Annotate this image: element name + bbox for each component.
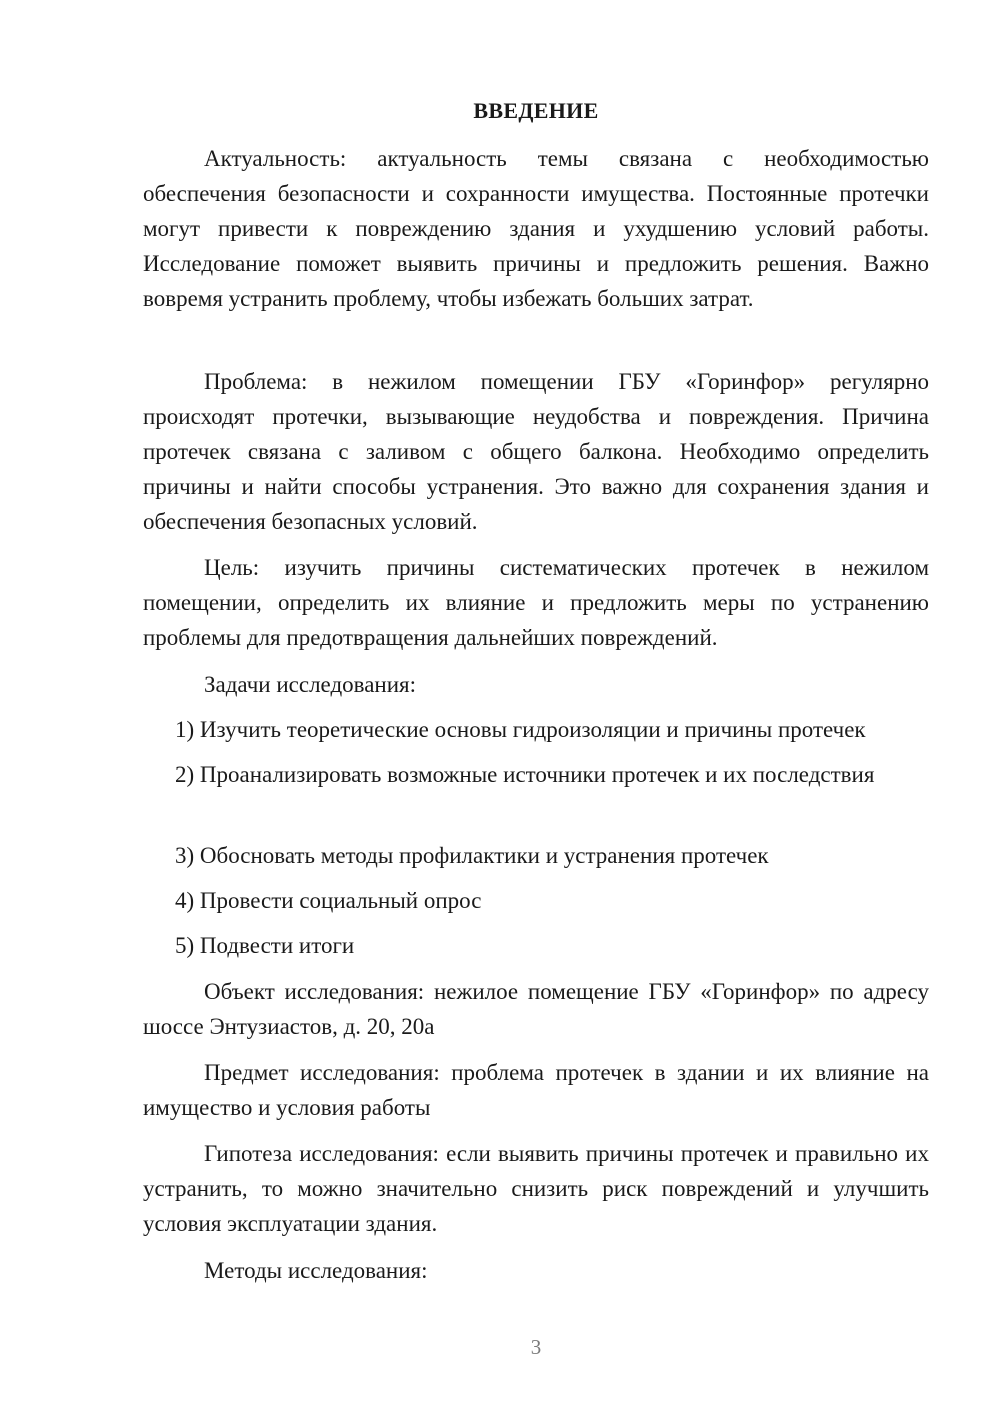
paragraph-problem: Проблема: в нежилом помещении ГБУ «Горинфор» регулярно происходят протечки, вызывающие неудобства и повреждения. Причина протечек связана с заливом с общего балкона. Необходимо определить причины и найти способы устранения. Это важно для сохранения здания и обеспечения безопасных условий. (143, 369, 929, 534)
section-title: ВВЕДЕНИЕ (473, 98, 599, 123)
paragraph-tasks-heading: Задачи исследования: (204, 672, 417, 697)
task-item-5: 5) Подвести итоги (175, 933, 355, 958)
paragraph-object: Объект исследования: нежилое помещение ГБУ «Горинфор» по адресу шоссе Энтузиастов, д. 20, 20а (143, 979, 929, 1039)
page-number: 3 (530, 1335, 542, 1359)
paragraph-methods: Методы исследования: (204, 1258, 428, 1283)
paragraph-relevance: Актуальность: актуальность темы связана с необходимостью обеспечения безопасности и сохранности имущества. Постоянные протечки могут привести к повреждению здания и ухудшению условий работы. Исследование поможет выявить причины и предложить решения. Важно вовремя устранить проблему, чтобы избежать больших затрат. (143, 146, 929, 311)
task-item-3: 3) Обосновать методы профилактики и устранения протечек (175, 843, 769, 868)
task-item-4: 4) Провести социальный опрос (175, 888, 482, 913)
task-item-2: 2) Проанализировать возможные источники протечек и их последствия (175, 762, 875, 787)
paragraph-goal: Цель: изучить причины систематических протечек в нежилом помещении, определить их влияние и предложить меры по устранению проблемы для предотвращения дальнейших повреждений. (143, 555, 929, 650)
paragraph-subject: Предмет исследования: проблема протечек в здании и их влияние на имущество и условия работы (143, 1060, 929, 1120)
paragraph-hypothesis: Гипотеза исследования: если выявить причины протечек и правильно их устранить, то можно значительно снизить риск повреждений и улучшить условия эксплуатации здания. (143, 1141, 929, 1236)
task-item-1: 1) Изучить теоретические основы гидроизоляции и причины протечек (175, 717, 866, 742)
